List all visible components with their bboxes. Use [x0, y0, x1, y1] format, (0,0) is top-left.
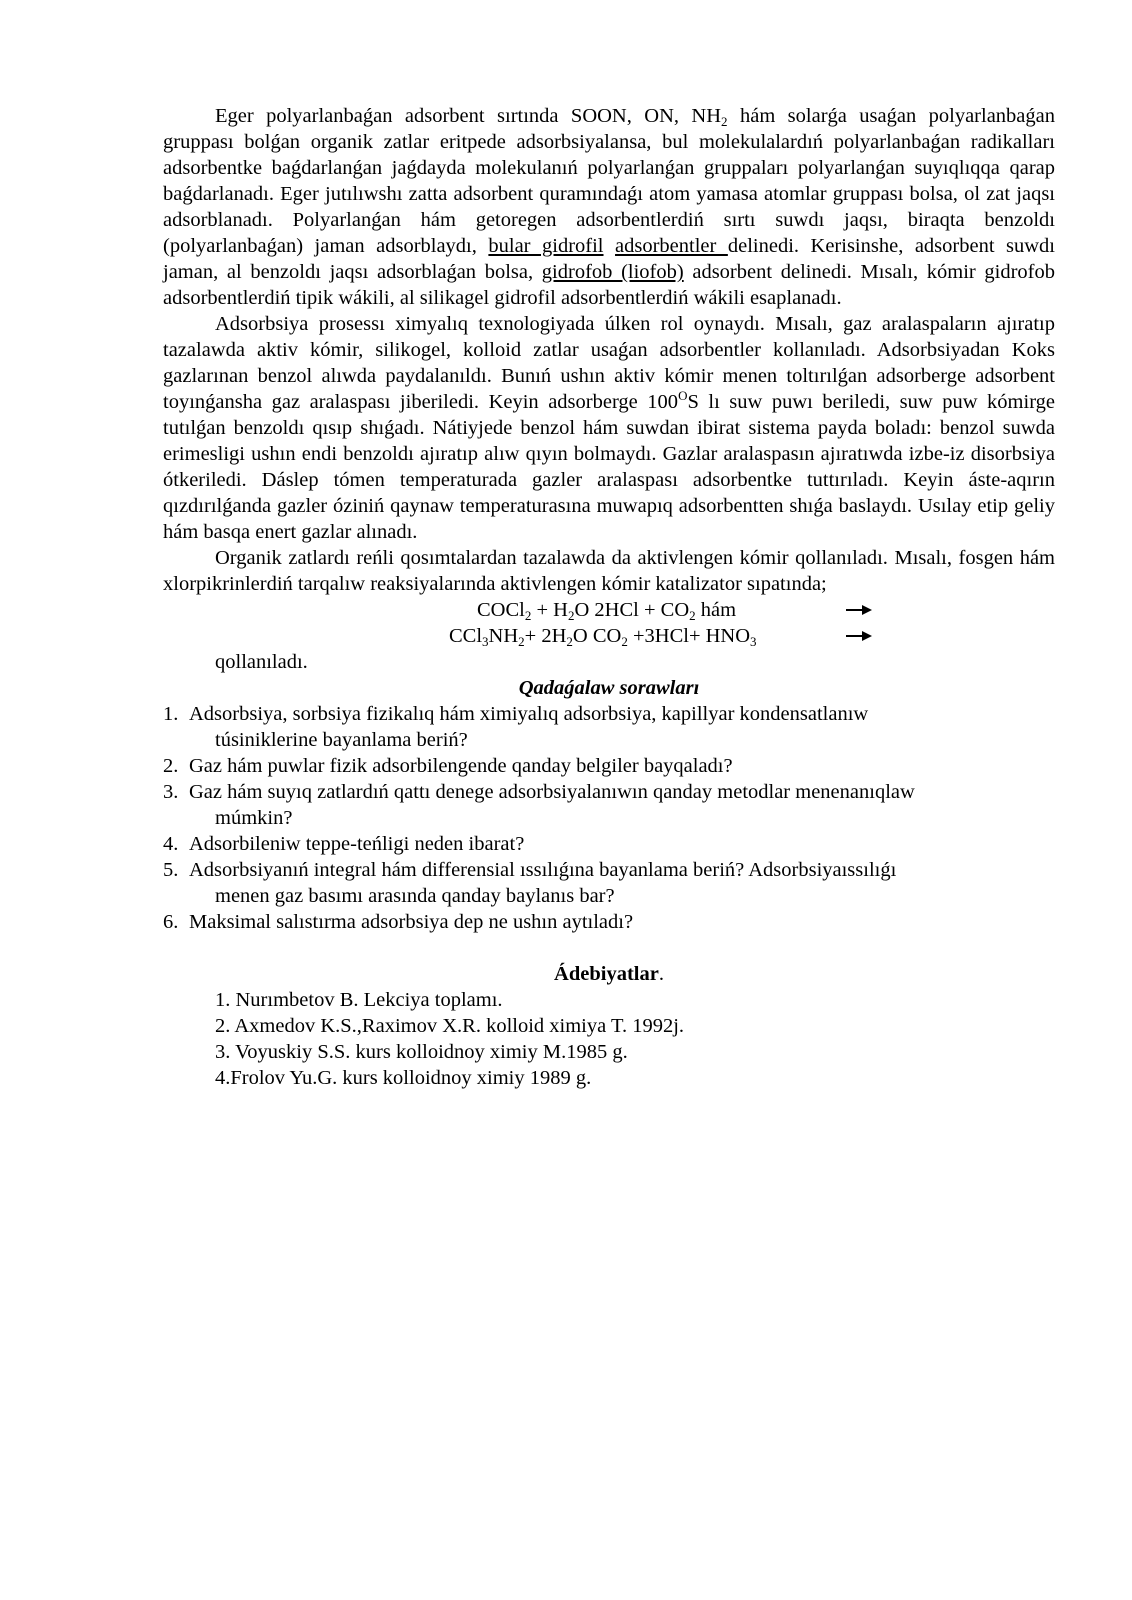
question-text-continued: túsiniklerine bayanlama beriń?: [215, 729, 468, 751]
question-number: 5.: [163, 859, 179, 881]
question-item: [163, 857, 1055, 909]
underlined-term-adsorbents: adsorbentler: [615, 235, 728, 257]
questions-heading: Qadaǵalaw sorawları: [518, 677, 700, 699]
literature-item: 3. Voyuskiy S.S. kurs kolloidnoy ximiy M.1985 g.: [215, 1041, 628, 1063]
text-run: Adsorbsiya prosessı ximyalıq texnologiyada úlken rol oynaydı. Mısalı, gaz aralaspaların ajıratıp tazalawda aktiv kómir, silikogel, kolloid zatlar usaǵan adsorbentler kollanıladı. Adsorbsiyadan Koks gazlarınan benzol alıwda paydalanıldı. Bunıń ushın aktiv kómir menen toltırılǵan adsorberge adsorbent toyınǵansha gaz aralaspası jiberiledi. Keyin adsorberge 100: [163, 313, 1055, 413]
literature-list: [163, 987, 1055, 1091]
question-item: [163, 701, 1055, 753]
text-run: S lı suw puwı beriledi, suw puw kómirge tutılǵan benzoldı qısıp shıǵadı. Nátiyjede benzol hám suwdan ibirat sistema payda boladı: benzol suwda erimesligi ushın endi benzoldı ajıratıp alıw qıyın bolmaydı. Gazlar aralaspasın ajıratıwda izbe-iz disorbsiya ótkeriledi. Dáslep tómen temperaturada gazler aralaspası adsorbentke tuttırıladı. Keyin áste-aqırın qızdırılǵanda gazler óziniń qaynaw temperaturasına muwapıq adsorbentten shıǵa baslaydı. Usılay etip geliy hám basqa enert gazlar alınadı.: [163, 391, 1056, 543]
question-text: Adsorbsiyanıń integral hám differensial ıssılıǵına bayanlama beriń? Adsorbsiyaıssılıǵı: [189, 859, 897, 881]
question-text: Gaz hám suyıq zatlardıń qattı denege adsorbsiyalanıwın qanday metodlar menenanıqlaw: [189, 781, 915, 803]
equation-2-text: $CCl_3NH_2+ 2H_2O$ $CO_2 +3HCl+ HNO_3$: [449, 625, 757, 649]
question-number: 3.: [163, 781, 179, 803]
paragraph-adsorption-process: [163, 311, 1055, 545]
literature-item: 1. Nurımbetov B. Lekciya toplamı.: [215, 989, 503, 1011]
reaction-arrow-icon: [846, 629, 872, 643]
reaction-arrow-icon: [846, 603, 872, 617]
equation-1-text: COCl$_2$ + $H_2O$ $2HCl + CO_2$ hám: [477, 599, 737, 623]
literature-item: 2. Axmedov K.S.,Raximov X.R. kolloid ximiya T. 1992j.: [215, 1015, 685, 1037]
text-run: adsorbent delinedi. Mısalı, kómir gidrofob adsorbentlerdiń tipik wákili, al silikagel gidrofil adsorbentlerdiń wákili esaplanadı.: [163, 261, 1055, 309]
question-text: Gaz hám puwlar fizik adsorbilengende qanday belgiler bayqaladı?: [189, 755, 733, 777]
underlined-term-hydrophobic: gidrofob (liofob): [541, 261, 684, 283]
question-text: Adsorbsiya, sorbsiya fizikalıq hám ximiyalıq adsorbsiya, kapillyar kondensatlanıw: [189, 703, 869, 725]
question-item: [163, 909, 1055, 935]
question-text-continued: múmkin?: [215, 807, 293, 829]
literature-heading: Ádebiyatlar.: [554, 963, 664, 985]
text-run: hám solarǵa usaǵan polyarlanbaǵan gruppası bolǵan organik zatlar eritpede adsorbsiyalansa, bul molekulalardıń polyarlanbaǵan radikalları adsorbentke baǵdarlanǵan jaǵdayda molekulanıń polyarlanǵan gruppaları polyarlanǵan suyıqlıqqa qarap baǵdarlanadı. Eger jutılıwshı zatta adsorbent quramındaǵı atom yamasa atomlar gruppası bolsa, ol zat jaqsı adsorblanadı. Polyarlanǵan hám getoregen adsorbentlerdiń sırtı suwdı jaqsı, biraqta benzoldı (polyarlanbaǵan) jaman adsorblaydı,: [163, 105, 1056, 257]
equation-1: [163, 597, 1055, 623]
subscript: 2: [721, 114, 728, 129]
text-run: [604, 235, 616, 257]
question-number: 6.: [163, 911, 179, 933]
question-number: 2.: [163, 755, 179, 777]
text-run: Eger polyarlanbaǵan adsorbent sırtında SOON, ON, NH: [215, 105, 722, 127]
questions-list: [163, 701, 1055, 935]
question-item: [163, 779, 1055, 831]
question-number: 1.: [163, 703, 179, 725]
question-number: 4.: [163, 833, 179, 855]
underlined-term-hydrophilic: bular gidrofil: [488, 235, 604, 257]
question-text-continued: menen gaz basımı arasında qanday baylanıs bar?: [215, 885, 615, 907]
question-text: Maksimal salıstırma adsorbsiya dep ne ushın aytıladı?: [189, 911, 634, 933]
paragraph-adsorbent-polarity: [163, 103, 1055, 311]
document-page: [163, 103, 1055, 1091]
after-equation-text: qollanıladı.: [215, 651, 308, 673]
equation-2: [163, 623, 1055, 649]
question-item: [163, 753, 1055, 779]
question-item: [163, 831, 1055, 857]
paragraph-organic-cleaning: Organik zatlardı reńli qosımtalardan tazalawda da aktivlengen kómir qollanıladı. Mısalı, fosgen hám xlorpikrinlerdiń tarqalıw reaksiyalarında aktivlengen kómir katalizator sıpatında;: [163, 547, 1055, 595]
text-run: delinedi. Kerisinshe, adsorbent suwdı jaman, al benzoldı jaqsı adsorblaǵan bolsa,: [163, 235, 1056, 283]
question-text: Adsorbileniw teppe-teńligi neden ibarat?: [189, 833, 525, 855]
literature-item: 4.Frolov Yu.G. kurs kolloidnoy ximiy 1989 g.: [215, 1067, 592, 1089]
superscript: O: [678, 388, 688, 403]
